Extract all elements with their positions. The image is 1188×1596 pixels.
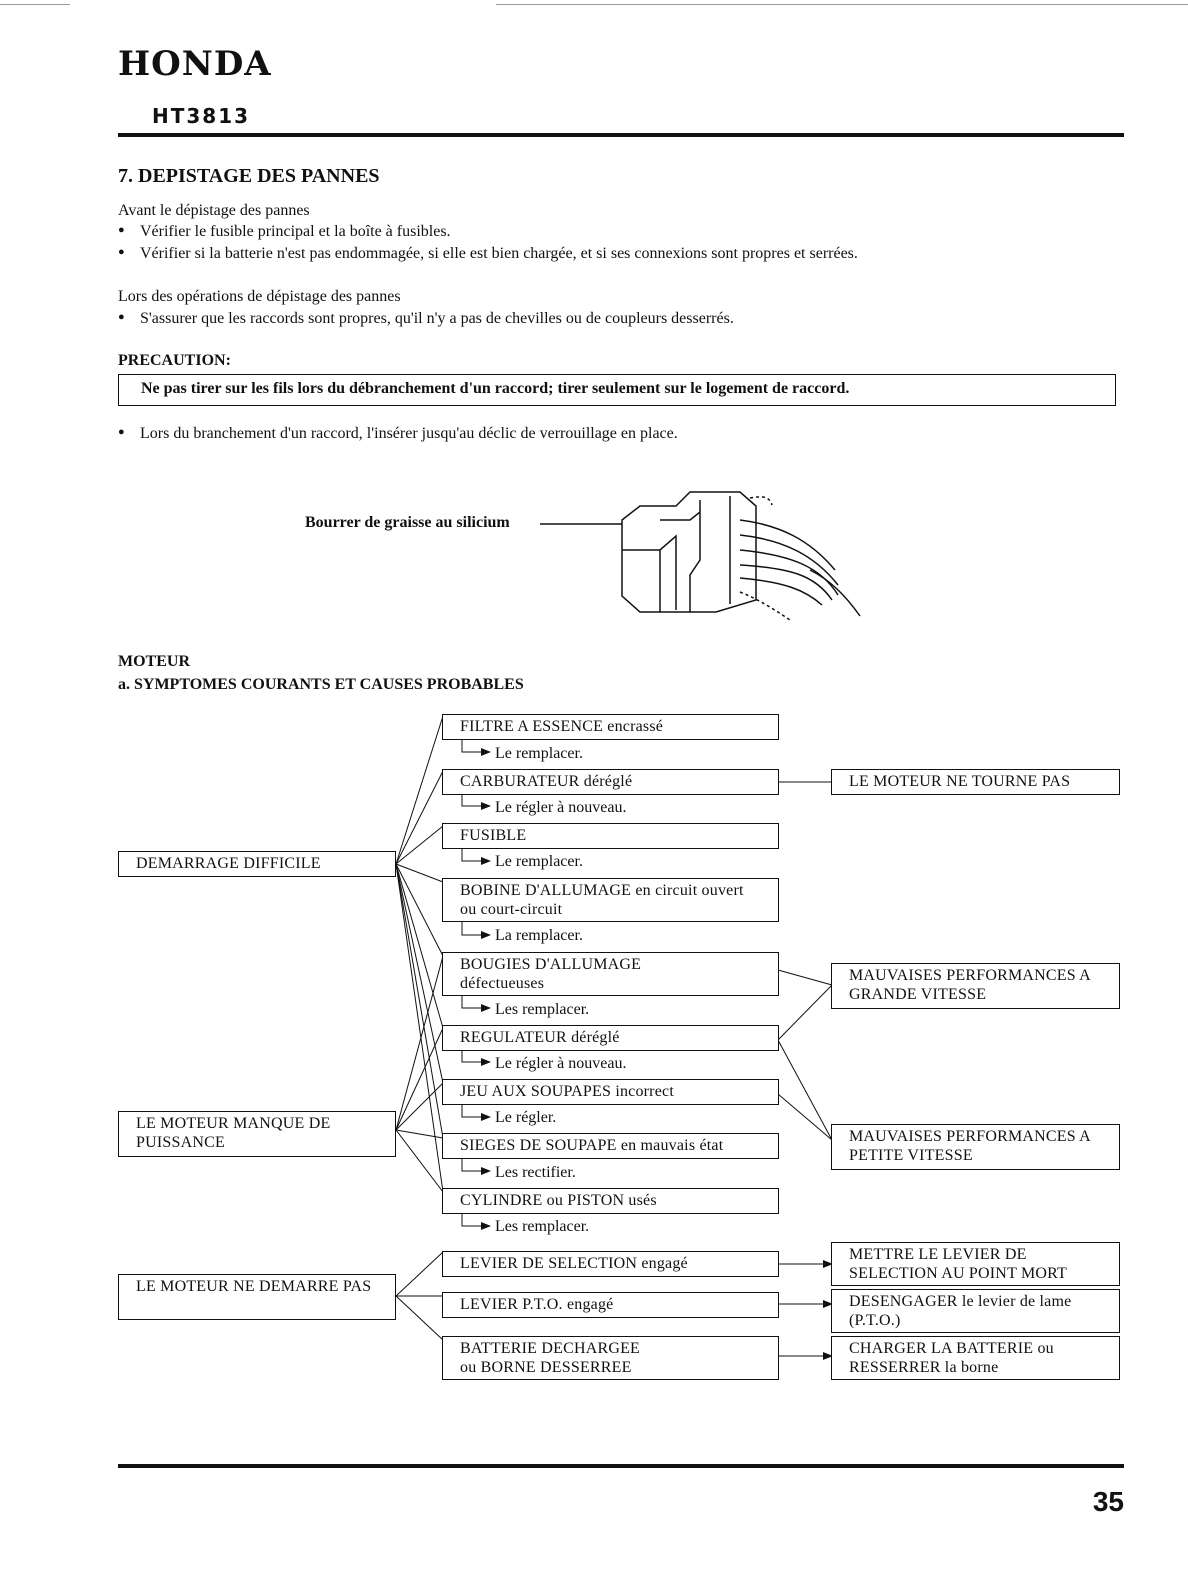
cause-box: FUSIBLE — [442, 823, 779, 849]
effect-box: MAUVAISES PERFORMANCES A GRANDE VITESSE — [831, 963, 1120, 1009]
symptom-box: DEMARRAGE DIFFICILE — [118, 851, 396, 877]
cause-box: FILTRE A ESSENCE encrassé — [442, 714, 779, 740]
remedy-text: Les rectifier. — [495, 1164, 576, 1181]
footer-rule — [118, 1464, 1124, 1468]
during-intro: Lors des opérations de dépistage des pannes — [118, 288, 401, 305]
cause-box: LEVIER DE SELECTION engagé — [442, 1251, 779, 1277]
effect-box: LE MOTEUR NE TOURNE PAS — [831, 769, 1120, 795]
precaution-text: Ne pas tirer sur les fils lors du débranchement d'un raccord; tirer seulement sur le logement de raccord. — [141, 380, 850, 397]
before-intro: Avant le dépistage des pannes — [118, 202, 310, 219]
remedy-text: La remplacer. — [495, 927, 583, 944]
figure-label: Bourrer de graisse au silicium — [305, 514, 510, 531]
remedy-text: Le régler à nouveau. — [495, 1055, 627, 1072]
cause-box: JEU AUX SOUPAPES incorrect — [442, 1079, 779, 1105]
cause-box: BOUGIES D'ALLUMAGE défectueuses — [442, 952, 779, 996]
before-item: ● Vérifier le fusible principal et la boîte à fusibles. — [118, 223, 451, 241]
remedy-text: Le remplacer. — [495, 745, 583, 762]
cause-box: SIEGES DE SOUPAPE en mauvais état — [442, 1133, 779, 1159]
effect-box: DESENGAGER le levier de lame (P.T.O.) — [831, 1289, 1120, 1333]
remedy-text: Les remplacer. — [495, 1218, 590, 1235]
remedy-text: Les remplacer. — [495, 1001, 590, 1018]
connect-note: ● Lors du branchement d'un raccord, l'insérer jusqu'au déclic de verrouillage en place. — [118, 425, 678, 443]
before-item: ● Vérifier si la batterie n'est pas endommagée, si elle est bien chargée, et si ses connexions sont propres et serrées. — [118, 245, 858, 263]
cause-box: BATTERIE DECHARGEE ou BORNE DESSERREE — [442, 1336, 779, 1380]
effect-box: CHARGER LA BATTERIE ou RESSERRER la borne — [831, 1336, 1120, 1380]
effect-box: METTRE LE LEVIER DE SELECTION AU POINT MORT — [831, 1242, 1120, 1286]
precaution-label: PRECAUTION: — [118, 352, 231, 369]
remedy-text: Le régler. — [495, 1109, 557, 1126]
connector-illustration — [540, 492, 860, 620]
section-title: 7. DEPISTAGE DES PANNES — [118, 165, 380, 187]
page-number: 35 — [1092, 1486, 1124, 1517]
effect-box: MAUVAISES PERFORMANCES A PETITE VITESSE — [831, 1124, 1120, 1170]
cause-box: CARBURATEUR déréglé — [442, 769, 779, 795]
cause-box: REGULATEUR déréglé — [442, 1025, 779, 1051]
moteur-heading: MOTEUR — [118, 653, 190, 670]
cause-box: BOBINE D'ALLUMAGE en circuit ouvert ou court-circuit — [442, 878, 779, 922]
remedy-text: Le régler à nouveau. — [495, 799, 627, 816]
cause-box: LEVIER P.T.O. engagé — [442, 1292, 779, 1318]
symptom-box: LE MOTEUR MANQUE DE PUISSANCE — [118, 1111, 396, 1157]
moteur-subheading: a. SYMPTOMES COURANTS ET CAUSES PROBABLES — [118, 676, 524, 693]
remedy-text: Le remplacer. — [495, 853, 583, 870]
symptom-box: LE MOTEUR NE DEMARRE PAS — [118, 1274, 396, 1320]
brand-logo: HONDA — [118, 44, 272, 84]
cause-box: CYLINDRE ou PISTON usés — [442, 1188, 779, 1214]
during-item: ● S'assurer que les raccords sont propres, qu'il n'y a pas de chevilles ou de coupleurs desserrés. — [118, 310, 734, 328]
model-number: HT3813 — [152, 104, 251, 128]
